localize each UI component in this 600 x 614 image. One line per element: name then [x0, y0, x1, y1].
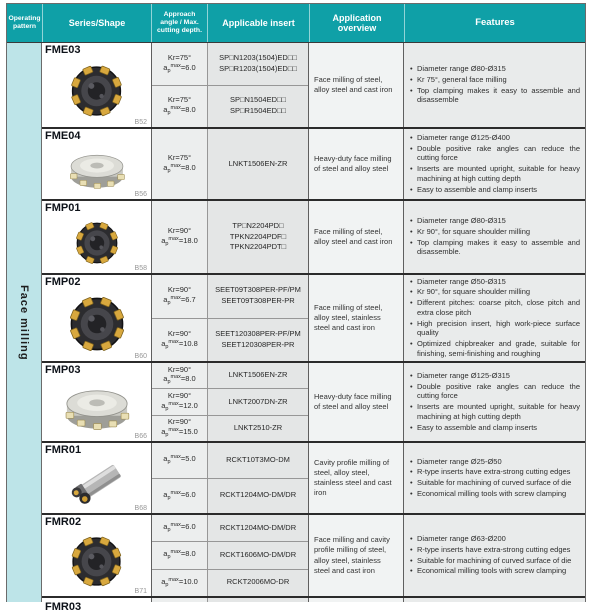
series-name: FMP01	[45, 202, 81, 214]
applicable-insert-cell	[208, 389, 308, 414]
approach-angle-cell	[152, 86, 208, 128]
insert-code: SP□R1504ED□□	[229, 106, 287, 116]
series-cell	[42, 275, 151, 361]
features-list	[410, 133, 580, 196]
max-depth-value: $a_p^{max}=10.0$	[161, 576, 198, 588]
dark-disc-cutter-image	[58, 289, 136, 360]
series-row-FMR01	[42, 441, 585, 513]
application-overview-cell: Face milling of steel, alloy steel, stainless steel and cast iron	[309, 275, 404, 361]
series-name: FMP02	[45, 276, 81, 288]
features-list	[410, 216, 580, 258]
features-list	[410, 457, 580, 500]
feature-item: • Top clamping makes it easy to assemble and disassemble	[410, 86, 580, 106]
insert-code: SP□N1203(1504)ED□□	[219, 52, 297, 62]
feature-item: • Kr 90°, for square shoulder milling	[410, 287, 580, 297]
series-cell	[42, 515, 151, 596]
table-body	[7, 42, 585, 613]
insert-code: RCKT1204MO-DM/DR	[219, 490, 297, 500]
feature-item: • R-type inserts have extra-strong cutting edges	[410, 467, 580, 477]
header-applicable-insert: Applicable insert	[207, 4, 309, 42]
approach-angle-cell	[152, 515, 208, 541]
feature-item: • Double positive rake angles can reduce the cutting force	[410, 382, 580, 402]
features-cell	[404, 443, 585, 513]
features-list	[410, 64, 580, 106]
approach-angle-value: Kr=90°	[167, 226, 192, 236]
insert-code: TPKN2204PDF□	[229, 231, 287, 241]
approach-angle-cell	[152, 129, 208, 199]
application-overview-cell: Face milling of steel, alloy steel and cast iron	[309, 201, 404, 273]
feature-item: • Kr 90°, for square shoulder milling	[410, 227, 580, 237]
series-name: FMR02	[45, 516, 82, 528]
feature-item: • Diameter range Ø80-Ø315	[410, 216, 580, 226]
feature-item: • R-type inserts have extra-strong cutting edges	[410, 545, 580, 555]
series-name: FMP03	[45, 364, 81, 376]
insert-code: LNKT2510-ZR	[233, 422, 283, 432]
insert-code: RCKT10T3MO-DM	[226, 454, 290, 464]
feature-item: • Different pitches: coarse pitch, close pitch and extra close pitch	[410, 298, 580, 318]
feature-item: • Inserts are mounted upright, suitable for heavy machining at high cutting depth	[410, 164, 580, 184]
applicable-insert-cell	[208, 598, 308, 602]
series-cell	[42, 443, 151, 513]
angle-insert-grid	[151, 201, 309, 273]
feature-item: • High precision insert, high work-piece surface quality	[410, 319, 580, 339]
series-row-FMP02	[42, 273, 585, 361]
page-reference: B66	[134, 433, 147, 440]
applicable-insert-cell	[208, 129, 308, 199]
feature-item: • Easy to assemble and clamp inserts	[410, 185, 580, 195]
feature-item: • Diameter range Ø63-Ø200	[410, 534, 580, 544]
max-depth-value: $a_p^{max}=8.0$	[163, 162, 196, 174]
angle-insert-grid	[151, 275, 309, 361]
insert-code: SP□N1504ED□□	[229, 95, 287, 105]
insert-subrow	[152, 43, 308, 85]
insert-code: TP□N2204PD□	[232, 220, 284, 230]
features-cell	[404, 515, 585, 596]
insert-subrow	[152, 275, 308, 318]
insert-subrow	[152, 541, 308, 568]
series-row-partial	[42, 596, 585, 613]
insert-code: SEET09T308PER-PR	[221, 296, 295, 306]
applicable-insert-cell	[208, 363, 308, 388]
approach-angle-cell	[152, 479, 208, 514]
max-depth-value: $a_p^{max}=8.0$	[163, 374, 196, 386]
approach-angle-value: Kr=90°	[167, 417, 192, 427]
insert-code: SEET120308PER-PR	[221, 339, 295, 349]
series-cell	[42, 363, 151, 441]
features-cell	[404, 43, 585, 127]
approach-angle-value: Kr=90°	[167, 391, 192, 401]
feature-item: • Diameter range Ø50-Ø315	[410, 277, 580, 287]
series-row-FME04	[42, 127, 585, 199]
insert-subrow	[152, 318, 308, 362]
approach-angle-cell	[152, 389, 208, 414]
header-approach-angle: Approach angle / Max. cutting depth.	[151, 4, 207, 42]
insert-subrow	[152, 388, 308, 414]
insert-code: RCKT1606MO-DM/DR	[219, 550, 297, 560]
max-depth-value: $a_p^{max}=12.0$	[161, 400, 198, 412]
angle-insert-grid	[151, 515, 309, 596]
applicable-insert-cell	[208, 515, 308, 541]
insert-subrow	[152, 598, 308, 602]
feature-item: • Optimized chipbreaker and grade, suitable for finishing, semi-finishing and roughing	[410, 339, 580, 359]
series-row-FMP01	[42, 199, 585, 273]
approach-angle-cell	[152, 201, 208, 273]
features-cell	[404, 201, 585, 273]
operating-pattern-cell	[7, 43, 42, 602]
page-reference: B56	[134, 191, 147, 198]
max-depth-value: $a_p^{max}=10.8$	[161, 338, 198, 350]
application-overview-cell: Face milling and cavity profile milling of steel, alloy steel, stainless steel and cast iron	[309, 515, 404, 596]
feature-item: • Double positive rake angles can reduce the cutting force	[410, 144, 580, 164]
application-overview-cell	[309, 598, 404, 602]
header-application-overview: Application overview	[309, 4, 404, 42]
features-list	[410, 534, 580, 577]
approach-angle-cell	[152, 416, 208, 441]
approach-angle-value: Kr=75°	[167, 153, 192, 163]
page-reference: B58	[134, 265, 147, 272]
series-name: FMR03	[45, 601, 82, 613]
insert-subrow	[152, 129, 308, 199]
dark-disc-cutter-image	[67, 215, 127, 272]
insert-subrow	[152, 201, 308, 273]
insert-code: RCKT1204MO-DM/DR	[219, 522, 297, 532]
insert-subrow	[152, 569, 308, 596]
insert-code: LNKT1506EN-ZR	[228, 158, 288, 168]
applicable-insert-cell	[208, 479, 308, 514]
header-operating-pattern: Operating pattern	[8, 15, 41, 30]
silver-disc-cutter-image	[60, 143, 134, 198]
applicable-insert-cell	[208, 43, 308, 85]
application-overview-cell: Heavy-duty face milling of steel and alloy steel	[309, 129, 404, 199]
page-reference: B60	[134, 353, 147, 360]
features-cell	[404, 598, 585, 602]
approach-angle-cell	[152, 542, 208, 568]
applicable-insert-cell	[208, 443, 308, 478]
application-overview-cell: Heavy-duty face milling of steel and alloy steel	[309, 363, 404, 441]
page-reference: B68	[134, 505, 147, 512]
application-overview-cell: Face milling of steel, alloy steel and cast iron	[309, 43, 404, 127]
applicable-insert-cell	[208, 201, 308, 273]
max-depth-value: $a_p^{max}=8.0$	[163, 549, 196, 561]
silver-disc-cutter-image	[54, 377, 140, 440]
applicable-insert-cell	[208, 416, 308, 441]
insert-subrow	[152, 415, 308, 441]
approach-angle-value: Kr=90°	[167, 328, 192, 338]
applicable-insert-cell	[208, 542, 308, 568]
insert-subrow	[152, 85, 308, 128]
insert-subrow	[152, 515, 308, 541]
insert-subrow	[152, 363, 308, 388]
feature-item: • Diameter range Ø125-Ø315	[410, 371, 580, 381]
approach-angle-cell	[152, 443, 208, 478]
max-depth-value: $a_p^{max}=6.0$	[163, 489, 196, 501]
applicable-insert-cell	[208, 275, 308, 318]
approach-angle-cell	[152, 598, 208, 602]
feature-item: • Diameter range Ø125-Ø400	[410, 133, 580, 143]
insert-subrow	[152, 443, 308, 478]
series-row-FMP03	[42, 361, 585, 441]
series-name: FME03	[45, 44, 81, 56]
applicable-insert-cell	[208, 319, 308, 362]
milling-catalog-table	[6, 3, 586, 613]
application-overview-cell: Cavity profile milling of steel, alloy steel, stainless steel and cast iron	[309, 443, 404, 513]
applicable-insert-cell	[208, 570, 308, 596]
max-depth-value: $a_p^{max}=6.7$	[163, 295, 196, 307]
features-list	[410, 371, 580, 434]
approach-angle-value: Kr=90°	[167, 285, 192, 295]
insert-code: LNKT1506EN-ZR	[228, 370, 288, 380]
features-list	[410, 277, 580, 360]
approach-angle-cell	[152, 43, 208, 85]
feature-item: • Top clamping makes it easy to assemble and disassemble.	[410, 238, 580, 258]
angle-insert-grid	[151, 43, 309, 127]
features-cell	[404, 129, 585, 199]
feature-item: • Diameter range Ø80-Ø315	[410, 64, 580, 74]
insert-code: LNKT2007DN-ZR	[228, 396, 288, 406]
angle-insert-grid	[151, 363, 309, 441]
features-cell	[404, 363, 585, 441]
max-depth-value: $a_p^{max}=6.0$	[163, 62, 196, 74]
feature-item: • Economical milling tools with screw clamping	[410, 566, 580, 576]
series-name: FMR01	[45, 444, 82, 456]
series-cell	[42, 129, 151, 199]
dark-disc-cutter-image	[60, 57, 133, 126]
approach-angle-value: Kr=75°	[167, 95, 192, 105]
max-depth-value: $a_p^{max}=18.0$	[161, 235, 198, 247]
operating-pattern-label: Face milling	[18, 284, 30, 361]
series-name: FME04	[45, 130, 81, 142]
series-row-FME03	[42, 43, 585, 127]
feature-item: • Easy to assemble and clamp inserts	[410, 423, 580, 433]
insert-subrow	[152, 478, 308, 514]
approach-angle-cell	[152, 275, 208, 318]
applicable-insert-cell	[208, 86, 308, 128]
page-reference: B71	[134, 588, 147, 595]
insert-code: SEET09T308PER-PF/PM	[215, 285, 301, 295]
approach-angle-cell	[152, 363, 208, 388]
max-depth-value: $a_p^{max}=15.0$	[161, 427, 198, 439]
series-cell	[42, 43, 151, 127]
header-series-shape: Series/Shape	[42, 4, 151, 42]
approach-angle-value: Kr=75°	[167, 52, 192, 62]
feature-item: • Suitable for machining of curved surface of die	[410, 478, 580, 488]
table-header	[7, 4, 585, 42]
feature-item: • Inserts are mounted upright, suitable for heavy machining at high cutting depth	[410, 402, 580, 422]
max-depth-value: $a_p^{max}=8.0$	[163, 105, 196, 117]
feature-item: • Diameter range Ø25-Ø50	[410, 457, 580, 467]
feature-item: • Kr 75°, general face milling	[410, 75, 580, 85]
angle-insert-grid	[151, 443, 309, 513]
approach-angle-cell	[152, 319, 208, 362]
approach-angle-cell	[152, 570, 208, 596]
approach-angle-value: Kr=90°	[167, 364, 192, 374]
features-cell	[404, 275, 585, 361]
angle-insert-grid	[151, 129, 309, 199]
angle-insert-grid	[151, 598, 309, 602]
feature-item: • Suitable for machining of curved surface of die	[410, 556, 580, 566]
series-cell	[42, 598, 151, 613]
header-features: Features	[404, 4, 585, 42]
max-depth-value: $a_p^{max}=6.0$	[163, 522, 196, 534]
dark-disc-cutter-image	[61, 529, 132, 595]
insert-code: RCKT2006MO-DR	[226, 577, 290, 587]
feature-item: • Economical milling tools with screw clamping	[410, 489, 580, 499]
series-row-FMR02	[42, 513, 585, 596]
page-reference: B52	[134, 119, 147, 126]
end-mill-cutter-image	[61, 457, 132, 512]
insert-code: SP□R1203(1504)ED□□	[219, 63, 297, 73]
series-rows	[42, 43, 585, 613]
insert-code: SEET120308PER-PF/PM	[215, 328, 301, 338]
insert-code: TPKN2204PDT□	[229, 242, 287, 252]
max-depth-value: $a_p^{max}=5.0$	[163, 454, 196, 466]
series-cell	[42, 201, 151, 273]
